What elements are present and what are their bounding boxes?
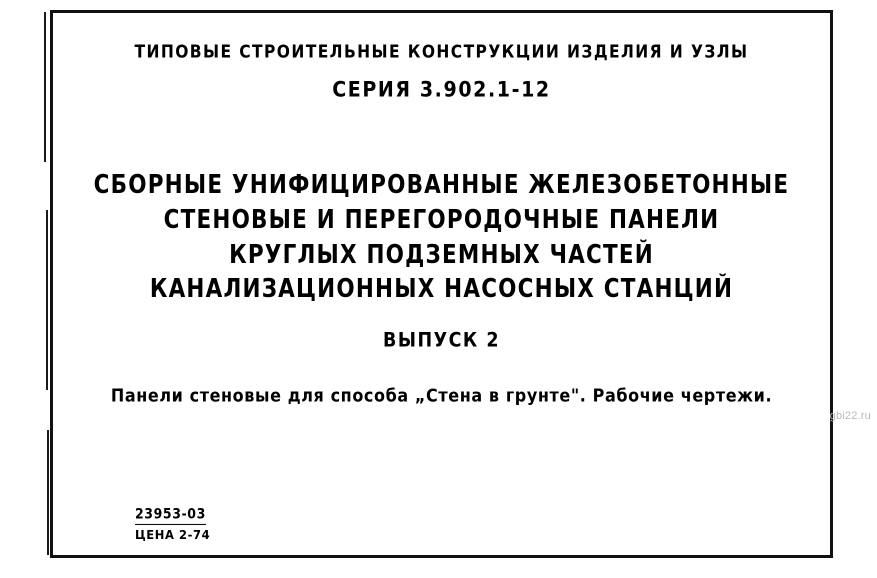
scan-edge-mark-middle (46, 210, 48, 390)
main-title-line-1: СБОРНЫЕ УНИФИЦИРОВАННЫЕ ЖЕЛЕЗОБЕТОННЫЕ (93, 170, 790, 201)
bottom-stamp-block (135, 505, 210, 541)
main-title-line-2: СТЕНОВЫЕ И ПЕРЕГОРОДОЧНЫЕ ПАНЕЛИ (163, 205, 720, 236)
stamp-price: ЦЕНА 2-74 (135, 526, 211, 543)
series-title: ТИПОВЫЕ СТРОИТЕЛЬНЫЕ КОНСТРУКЦИИ ИЗДЕЛИЯ И УЗЛЫ (134, 41, 749, 63)
scan-edge-mark-top (44, 12, 46, 162)
watermark: gbi22.ru (829, 410, 871, 422)
issue-number: ВЫПУСК 2 (382, 329, 501, 353)
main-title-line-4: КАНАЛИЗАЦИОННЫХ НАСОСНЫХ СТАНЦИЙ (149, 274, 734, 305)
series-number: СЕРИЯ 3.902.1-12 (332, 77, 551, 103)
scan-edge-mark-bottom (47, 430, 49, 555)
document-subtitle: Панели стеновые для способа „Стена в грунте". Рабочие чертежи. (110, 385, 773, 406)
page-border-frame (50, 10, 833, 558)
main-title-line-3: КРУГЛЫХ ПОДЗЕМНЫХ ЧАСТЕЙ (229, 240, 654, 271)
stamp-code: 23953-03 (135, 506, 206, 524)
